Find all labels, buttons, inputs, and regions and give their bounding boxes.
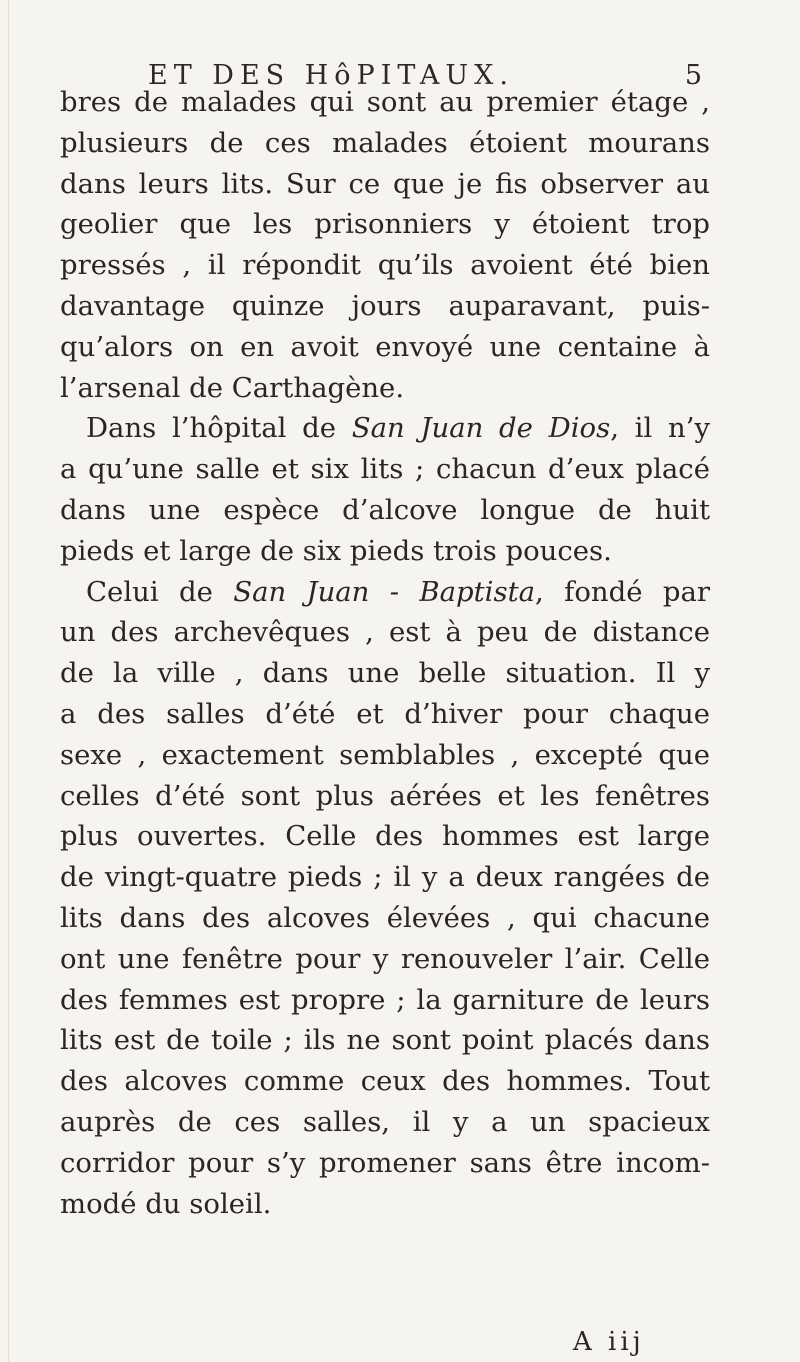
text-line: des femmes est propre ; la garniture de leurs — [60, 983, 710, 1016]
page-edge-line — [8, 0, 9, 1362]
text-line: pieds et large de six pieds trois pouces. — [60, 534, 612, 567]
text-line: qu’alors on en avoit envoyé une centaine à — [60, 330, 710, 363]
italic-name: San Juan - Baptista — [233, 575, 536, 608]
text-segment: , fondé par — [535, 575, 710, 608]
text-line: plusieurs de ces malades étoient mourans — [60, 126, 710, 159]
text-segment: , il n’y — [610, 412, 710, 445]
text-line: dans leurs lits. Sur ce que je fis observer au — [60, 167, 710, 200]
text-line: celles d’été sont plus aérées et les fenêtres — [60, 779, 710, 812]
text-line: pressés , il répondit qu’ils avoient été bien — [60, 249, 710, 282]
text-segment: Celui de — [86, 575, 234, 608]
text-line: auprès de ces salles, il y a un spacieux — [60, 1105, 710, 1138]
text-line: sexe , exactement semblables , excepté que — [60, 738, 710, 771]
text-line: lits dans des alcoves élevées , qui chacune — [60, 901, 710, 934]
text-line — [60, 408, 710, 449]
text-line: de la ville , dans une belle situation. Il y — [60, 657, 710, 690]
italic-name: San Juan de Dios — [351, 412, 611, 445]
text-line: de vingt-quatre pieds ; il y a deux rangées de — [60, 861, 710, 894]
text-line: dans une espèce d’alcove longue de huit — [60, 493, 710, 526]
signature-mark: A iij — [573, 1327, 645, 1357]
text-line: davantage quinze jours auparavant, puis- — [60, 289, 710, 322]
text-line: ont une fenêtre pour y renouveler l’air. Celle — [60, 942, 710, 975]
text-line: corridor pour s’y promener sans être incom- — [60, 1146, 710, 1179]
text-line: plus ouvertes. Celle des hommes est large — [60, 820, 710, 853]
body-text — [60, 82, 710, 1224]
text-line: bres de malades qui sont au premier étage , — [60, 86, 710, 118]
text-line: a qu’une salle et six lits ; chacun d’eux placé — [60, 453, 710, 486]
text-line: lits est de toile ; ils ne sont point placés dans — [60, 1024, 710, 1057]
text-line: a des salles d’été et d’hiver pour chaque — [60, 697, 710, 730]
text-line: un des archevêques , est à peu de distance — [60, 616, 710, 649]
text-line — [60, 572, 710, 613]
page-number: 5 — [684, 60, 708, 91]
text-line: geolier que les prisonniers y étoient trop — [60, 208, 710, 241]
running-head-title: ET DES HôPITAUX. — [148, 60, 514, 91]
text-line: modé du soleil. — [60, 1187, 272, 1220]
text-line: des alcoves comme ceux des hommes. Tout — [60, 1065, 710, 1098]
text-line: l’arsenal de Carthagène. — [60, 371, 405, 404]
text-segment: Dans l’hôpital de — [86, 412, 352, 445]
